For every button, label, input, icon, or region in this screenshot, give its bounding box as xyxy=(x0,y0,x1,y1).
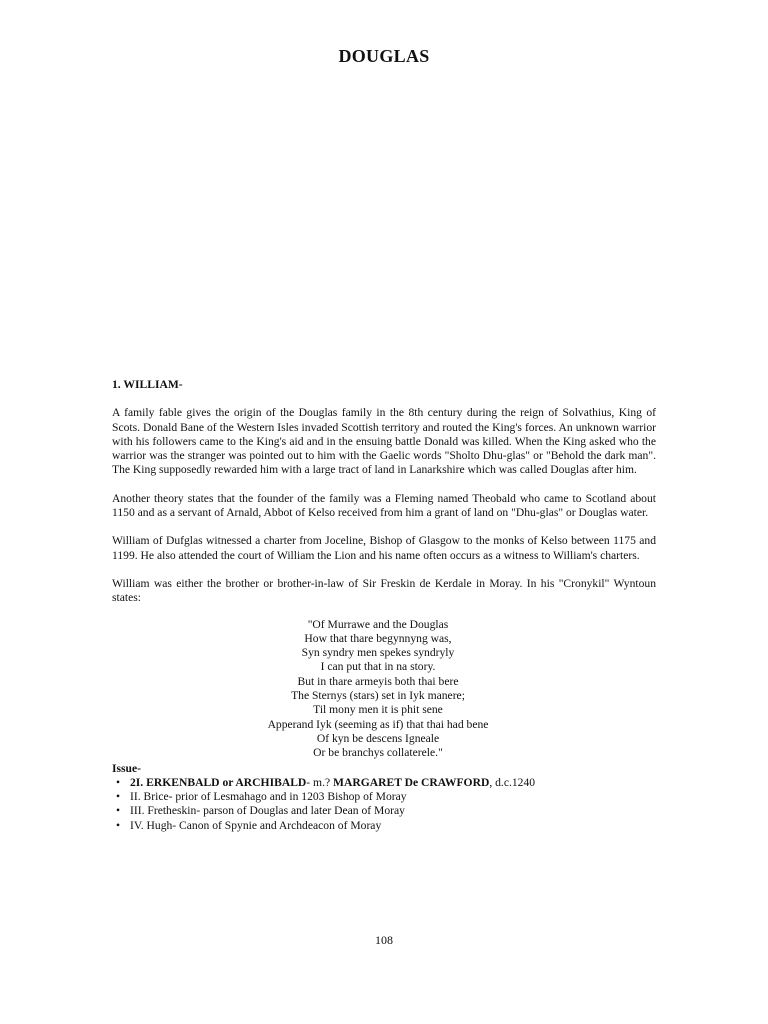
poem-line: Of kyn be descens Igneale xyxy=(316,731,440,745)
issue-item-brice: • II. Brice- prior of Lesmahago and in 1203 Bishop of Moray xyxy=(112,790,656,804)
poem-line: How that thare begynnyng was, xyxy=(304,631,452,645)
paragraph-fleming-theory: Another theory states that the founder of the family was a Fleming named Theobald who came to Scotland about 1150 and as a servant of Arnald, Abbot of Kelso received from him a grant of land on "Dhu-glas" or Douglas water. xyxy=(112,491,656,520)
paragraph-charter: William of Dufglas witnessed a charter from Joceline, Bishop of Glasgow to the monks of Kelso between 1175 and 1199. He also attended the court of William the Lion and his name often occurs as a witness to William's charters. xyxy=(112,534,656,562)
issue-death: , d.c.1240 xyxy=(489,775,536,789)
poem-line: Apperand Iyk (seeming as if) that thai had bene xyxy=(267,717,489,731)
poem-line: Or be branchys collaterele." xyxy=(313,746,443,760)
issue-list xyxy=(112,776,656,833)
document-body xyxy=(112,378,656,833)
issue-item-fretheskin: • III. Fretheskin- parson of Douglas and later Dean of Moray xyxy=(112,804,656,818)
issue-marriage: - m.? xyxy=(306,775,334,789)
poem-line: I can put that in na story. xyxy=(320,660,436,674)
issue-spouse: MARGARET De CRAWFORD xyxy=(333,775,490,789)
poem-line: But in thare armeyis both thai bere xyxy=(297,674,459,688)
issue-item-hugh: • IV. Hugh- Canon of Spynie and Archdeacon of Moray xyxy=(112,819,656,833)
poem-line: The Sternys (stars) set in Iyk manere; xyxy=(291,689,465,703)
poem-line: "Of Murrawe and the Douglas xyxy=(307,617,449,631)
poem-line: Til mony men it is phit sene xyxy=(313,703,443,717)
paragraph-family-fable: A family fable gives the origin of the Douglas family in the 8th century during the reign of Solvathius, King of Scots. Donald Bane of the Western Isles invaded Scottish territory and routed the King's forces. An unknown warrior with his followers came to the King's aid and in the ensuing battle Donald was killed. When the King asked who the warrior was the stranger was pointed out to him with the Gaelic words "Sholto Dhu-glas" or "Behold the dark man". The King supposedly rewarded him with a large tract of land in Lanarkshire which was called Douglas after him. xyxy=(112,406,656,477)
page-number: 108 xyxy=(375,933,393,947)
issue-label: Issue- xyxy=(112,761,141,775)
poem-quote xyxy=(112,618,656,761)
paragraph-freskin: William was either the brother or brother-in-law of Sir Freskin de Kerdale in Moray. In his "Cronykil" Wyntoun states: xyxy=(112,576,656,605)
section-heading: 1. WILLIAM- xyxy=(112,378,183,391)
issue-name: 2I. ERKENBALD or ARCHIBALD xyxy=(130,775,307,789)
issue-item-archibald xyxy=(112,776,656,790)
poem-line: Syn syndry men spekes syndryly xyxy=(301,646,455,660)
page-title: DOUGLAS xyxy=(338,46,430,66)
